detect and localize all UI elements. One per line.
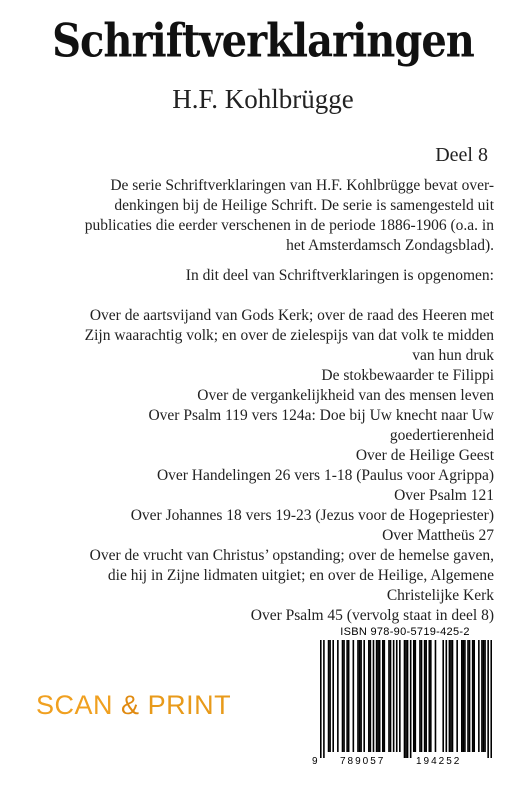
contents-list [32, 306, 494, 626]
intro-line: publicaties die eerder verschenen in de periode 1886-1906 (o.a. in [84, 217, 494, 234]
isbn-barcode [312, 626, 498, 774]
contents-line: Christelijke Kerk [386, 587, 494, 604]
publisher-logo [36, 690, 231, 721]
contents-line: Over Johannes 18 vers 19-23 (Jezus voor de Hogepriester) [130, 507, 494, 524]
contents-line: Over de aartsvijand van Gods Kerk; over de raad des Heeren met [89, 307, 494, 324]
isbn-label: ISBN 978-90-5719-425-2 [340, 626, 470, 638]
contents-line: Over Psalm 45 (vervolg staat in deel 8) [250, 607, 494, 624]
contents-line: van hun druk [412, 347, 494, 364]
contents-line: Over de vrucht van Christus’ opstanding; over de hemelse gaven, [89, 547, 494, 564]
cover-author: H.F. Kohlbrügge [172, 84, 354, 114]
contents-line: Over de Heilige Geest [355, 447, 494, 464]
barcode-bars [320, 640, 492, 760]
logo-scan-mark: AN [74, 690, 114, 720]
contents-line: Over de vergankelijkheid van des mensen leven [197, 387, 494, 404]
cover-title: Schriftverklaringen [52, 14, 474, 69]
contents-line: goedertierenheid [389, 427, 494, 444]
intro-line: denkingen bij de Heilige Schrift. De serie is samengesteld uit [114, 197, 494, 214]
contents-line: Over Handelingen 26 vers 1-18 (Paulus voor Agrippa) [156, 467, 494, 484]
volume-label: Deel 8 [435, 144, 488, 166]
logo-text-scan-start: SC [36, 690, 75, 720]
contents-line: Zijn waarachtig volk; en over de zielespijs van dat volk te midden [84, 327, 494, 344]
series-description [32, 176, 494, 256]
intro-line: het Amsterdamsch Zondagsblad). [286, 237, 494, 254]
barcode-digit-first: 9 [312, 756, 318, 767]
contents-line: Over Psalm 119 vers 124a: Doe bij Uw knecht naar Uw [148, 407, 494, 424]
contents-line: Over Mattheüs 27 [382, 527, 494, 544]
contents-heading: In dit deel van Schriftverklaringen is opgenomen: [185, 267, 494, 284]
barcode-digits-left: 789057 [340, 756, 386, 767]
contents-line: die hij in Zijne lidmaten uitgiet; en over de Heilige, Algemene [107, 567, 494, 584]
logo-ampersand: & [121, 690, 140, 720]
logo-text-print: PRINT [147, 690, 232, 720]
contents-line: De stokbewaarder te Filippi [321, 367, 494, 384]
barcode-digits-right: 194252 [416, 756, 462, 767]
contents-line: Over Psalm 121 [394, 487, 494, 504]
intro-line: De serie Schriftverklaringen van H.F. Kohlbrügge bevat over- [110, 177, 494, 194]
